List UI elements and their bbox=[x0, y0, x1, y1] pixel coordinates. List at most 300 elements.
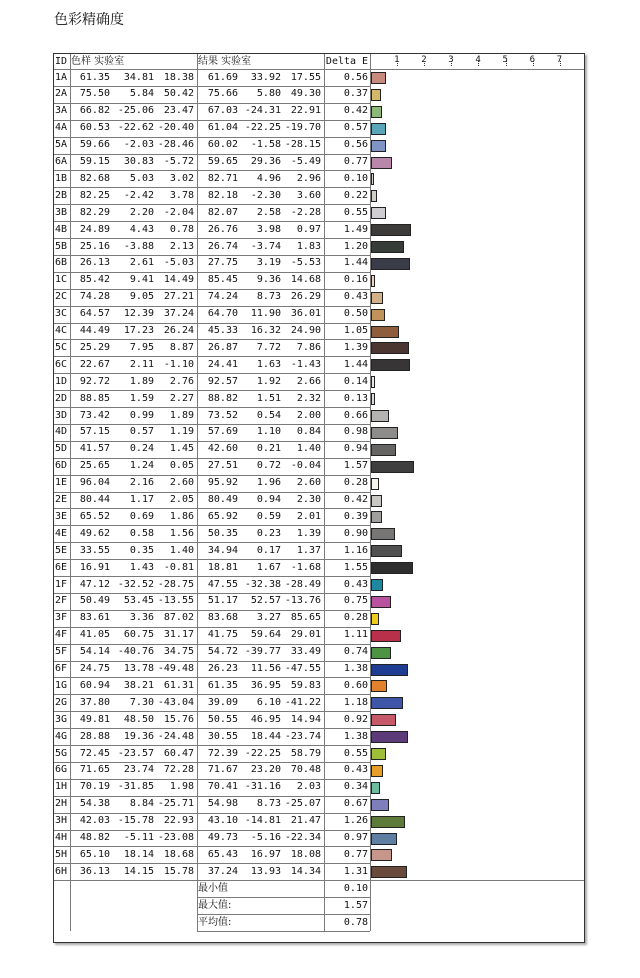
row-id: 4H bbox=[55, 832, 68, 843]
measured-lab-value: -2.28 bbox=[290, 206, 321, 218]
measured-lab-value: -14.81 bbox=[244, 815, 281, 827]
row-id: 4C bbox=[55, 325, 68, 336]
measured-lab-value: 1.92 bbox=[256, 375, 281, 387]
measured-lab-value: 39.09 bbox=[207, 696, 238, 708]
delta-e-value: 0.28 bbox=[343, 477, 368, 489]
measured-lab-value: -5.49 bbox=[290, 156, 321, 167]
axis-tick-label: 1 bbox=[394, 55, 400, 65]
reference-lab-value: 31.17 bbox=[163, 629, 194, 641]
measured-lab-value: 24.90 bbox=[290, 325, 321, 336]
measured-lab-value: 83.68 bbox=[207, 612, 238, 624]
reference-lab-value: 65.10 bbox=[79, 848, 110, 860]
row-id: 4G bbox=[55, 730, 68, 742]
measured-lab-value: 11.56 bbox=[250, 663, 281, 674]
reference-lab-value: 7.95 bbox=[129, 341, 154, 353]
reference-lab-value: 88.85 bbox=[79, 392, 110, 404]
measured-lab-value: 37.24 bbox=[207, 865, 238, 877]
measured-lab-value: 82.18 bbox=[207, 189, 238, 201]
measured-lab-value: 34.94 bbox=[207, 544, 238, 556]
delta-e-bar bbox=[371, 545, 402, 557]
delta-e-bar bbox=[371, 342, 409, 354]
row-id: 3C bbox=[55, 308, 68, 320]
measured-lab-value: 22.91 bbox=[290, 105, 321, 117]
row-id: 1A bbox=[55, 71, 68, 83]
delta-e-value: 0.28 bbox=[343, 612, 368, 624]
measured-lab-value: 59.83 bbox=[290, 679, 321, 691]
reference-lab-value: 49.81 bbox=[79, 713, 110, 725]
reference-lab-value: 47.12 bbox=[79, 578, 110, 590]
delta-e-value: 1.20 bbox=[343, 240, 368, 252]
measured-lab-value: 60.02 bbox=[207, 139, 238, 151]
reference-lab-value: 87.02 bbox=[163, 612, 194, 624]
row-id: 6F bbox=[55, 663, 68, 674]
delta-e-bar bbox=[371, 72, 386, 84]
reference-lab-value: 0.58 bbox=[129, 527, 154, 539]
measured-lab-value: 82.07 bbox=[207, 206, 238, 218]
reference-lab-value: 64.57 bbox=[79, 308, 110, 320]
measured-lab-value: 2.96 bbox=[296, 172, 321, 184]
reference-lab-value: -20.40 bbox=[157, 122, 194, 134]
delta-e-bar bbox=[371, 123, 386, 135]
measured-lab-value: 0.23 bbox=[256, 527, 281, 539]
header-id: ID bbox=[55, 56, 68, 67]
reference-lab-value: 38.21 bbox=[123, 679, 154, 691]
row-id: 5E bbox=[55, 544, 68, 556]
reference-lab-value: 0.35 bbox=[129, 544, 154, 556]
reference-lab-value: 0.69 bbox=[129, 510, 154, 522]
measured-lab-value: 0.17 bbox=[256, 544, 281, 556]
reference-lab-value: 7.30 bbox=[129, 696, 154, 708]
reference-lab-value: 4.43 bbox=[129, 223, 154, 235]
reference-lab-value: 37.80 bbox=[79, 696, 110, 708]
axis-baseline bbox=[370, 69, 584, 70]
measured-lab-value: -47.55 bbox=[284, 663, 321, 674]
measured-lab-value: 42.60 bbox=[207, 443, 238, 455]
measured-lab-value: 2.01 bbox=[296, 510, 321, 522]
delta-e-value: 0.42 bbox=[343, 494, 368, 505]
measured-lab-value: 3.98 bbox=[256, 223, 281, 235]
axis-tick-label: 4 bbox=[475, 55, 481, 65]
measured-lab-value: 33.92 bbox=[250, 71, 281, 83]
measured-lab-value: 0.84 bbox=[296, 426, 321, 438]
column-divider bbox=[197, 54, 198, 931]
reference-lab-value: 3.36 bbox=[129, 612, 154, 624]
reference-lab-value: 27.21 bbox=[163, 291, 194, 303]
reference-lab-value: 44.49 bbox=[79, 325, 110, 336]
reference-lab-value: 1.19 bbox=[169, 426, 194, 438]
measured-lab-value: 23.20 bbox=[250, 764, 281, 776]
row-id: 5G bbox=[55, 747, 68, 759]
measured-lab-value: 36.95 bbox=[250, 679, 281, 691]
row-id: 2D bbox=[55, 392, 68, 404]
reference-lab-value: 41.57 bbox=[79, 443, 110, 455]
measured-lab-value: 26.29 bbox=[290, 291, 321, 303]
delta-e-bar bbox=[371, 562, 413, 574]
measured-lab-value: -19.70 bbox=[284, 122, 321, 134]
measured-lab-value: 80.49 bbox=[207, 494, 238, 505]
reference-lab-value: 48.50 bbox=[123, 713, 154, 725]
row-id: 5A bbox=[55, 139, 68, 151]
measured-lab-value: 52.57 bbox=[250, 595, 281, 607]
delta-e-value: 0.56 bbox=[343, 139, 368, 151]
reference-lab-value: -15.78 bbox=[117, 815, 154, 827]
delta-e-bar bbox=[371, 782, 380, 794]
delta-e-value: 0.75 bbox=[343, 595, 368, 607]
reference-lab-value: 17.23 bbox=[123, 325, 154, 336]
delta-e-bar bbox=[371, 647, 391, 659]
reference-lab-value: 54.38 bbox=[79, 798, 110, 810]
delta-e-value: 0.50 bbox=[343, 308, 368, 320]
reference-lab-value: 72.45 bbox=[79, 747, 110, 759]
measured-lab-value: 61.35 bbox=[207, 679, 238, 691]
row-id: 6H bbox=[55, 865, 68, 877]
measured-lab-value: 1.10 bbox=[256, 426, 281, 438]
measured-lab-value: 2.58 bbox=[256, 206, 281, 218]
delta-e-value: 0.39 bbox=[343, 510, 368, 522]
measured-lab-value: 7.86 bbox=[296, 341, 321, 353]
reference-lab-value: 66.82 bbox=[79, 105, 110, 117]
measured-lab-value: 1.83 bbox=[296, 240, 321, 252]
delta-e-bar bbox=[371, 393, 375, 405]
row-id: 1B bbox=[55, 172, 68, 184]
reference-lab-value: -0.81 bbox=[163, 561, 194, 573]
delta-e-value: 0.42 bbox=[343, 105, 368, 117]
delta-e-bar bbox=[371, 511, 382, 523]
measured-lab-value: 2.03 bbox=[296, 781, 321, 793]
row-id: 3F bbox=[55, 612, 68, 624]
measured-lab-value: -22.25 bbox=[244, 747, 281, 759]
delta-e-value: 0.97 bbox=[343, 832, 368, 843]
measured-lab-value: 73.52 bbox=[207, 409, 238, 421]
reference-lab-value: 26.24 bbox=[163, 325, 194, 336]
axis-tick-mark bbox=[560, 61, 561, 66]
measured-lab-value: 13.93 bbox=[250, 865, 281, 877]
measured-lab-value: 26.87 bbox=[207, 341, 238, 353]
reference-lab-value: -5.11 bbox=[123, 832, 154, 843]
reference-lab-value: -40.76 bbox=[117, 646, 154, 658]
reference-lab-value: 2.60 bbox=[169, 477, 194, 489]
delta-e-value: 1.26 bbox=[343, 815, 368, 827]
reference-lab-value: 1.56 bbox=[169, 527, 194, 539]
reference-lab-value: 60.53 bbox=[79, 122, 110, 134]
reference-lab-value: 75.50 bbox=[79, 88, 110, 100]
delta-e-value: 0.43 bbox=[343, 291, 368, 303]
delta-e-bar bbox=[371, 444, 396, 456]
reference-lab-value: 80.44 bbox=[79, 494, 110, 505]
measured-lab-value: 74.24 bbox=[207, 291, 238, 303]
delta-e-value: 0.98 bbox=[343, 426, 368, 438]
reference-lab-value: -22.62 bbox=[117, 122, 154, 134]
reference-lab-value: 23.47 bbox=[163, 105, 194, 117]
reference-lab-value: 0.78 bbox=[169, 223, 194, 235]
column-divider bbox=[370, 54, 371, 931]
reference-lab-value: -2.42 bbox=[123, 189, 154, 201]
reference-lab-value: 5.03 bbox=[129, 172, 154, 184]
delta-e-bar bbox=[371, 207, 386, 219]
delta-e-bar bbox=[371, 866, 407, 878]
reference-lab-value: 14.49 bbox=[163, 274, 194, 286]
reference-lab-value: -24.48 bbox=[157, 730, 194, 742]
row-id: 4E bbox=[55, 527, 68, 539]
delta-e-bar bbox=[371, 816, 405, 828]
reference-lab-value: 70.19 bbox=[79, 781, 110, 793]
reference-lab-value: 25.16 bbox=[79, 240, 110, 252]
summary-divider bbox=[197, 931, 370, 932]
measured-lab-value: 1.40 bbox=[296, 443, 321, 455]
measured-lab-value: 18.08 bbox=[290, 848, 321, 860]
delta-e-value: 0.10 bbox=[343, 172, 368, 184]
axis-tick-mark bbox=[451, 61, 452, 66]
reference-lab-value: 50.42 bbox=[163, 88, 194, 100]
axis-tick-mark bbox=[424, 61, 425, 66]
reference-lab-value: -28.46 bbox=[157, 139, 194, 151]
delta-e-bar bbox=[371, 495, 382, 507]
delta-e-bar bbox=[371, 461, 414, 473]
measured-lab-value: 54.98 bbox=[207, 798, 238, 810]
row-id: 4D bbox=[55, 426, 68, 438]
reference-lab-value: 1.89 bbox=[169, 409, 194, 421]
measured-lab-value: 57.69 bbox=[207, 426, 238, 438]
row-id: 2F bbox=[55, 595, 68, 607]
measured-lab-value: -28.49 bbox=[284, 578, 321, 590]
row-id: 5C bbox=[55, 341, 68, 353]
measured-lab-value: 64.70 bbox=[207, 308, 238, 320]
reference-lab-value: 18.38 bbox=[163, 71, 194, 83]
row-id: 2G bbox=[55, 696, 68, 708]
reference-lab-value: 59.66 bbox=[79, 139, 110, 151]
measured-lab-value: 59.65 bbox=[207, 156, 238, 167]
measured-lab-value: 65.43 bbox=[207, 848, 238, 860]
row-id: 1E bbox=[55, 477, 68, 489]
measured-lab-value: 11.90 bbox=[250, 308, 281, 320]
measured-lab-value: 2.60 bbox=[296, 477, 321, 489]
reference-lab-value: 22.67 bbox=[79, 358, 110, 370]
reference-lab-value: -31.85 bbox=[117, 781, 154, 793]
row-id: 3H bbox=[55, 815, 68, 827]
measured-lab-value: 1.63 bbox=[256, 358, 281, 370]
reference-lab-value: 26.13 bbox=[79, 257, 110, 269]
row-id: 2B bbox=[55, 189, 68, 201]
delta-e-bar bbox=[371, 359, 410, 371]
measured-lab-value: 88.82 bbox=[207, 392, 238, 404]
delta-e-bar bbox=[371, 140, 386, 152]
reference-lab-value: 71.65 bbox=[79, 764, 110, 776]
delta-e-value: 0.55 bbox=[343, 206, 368, 218]
reference-lab-value: -13.55 bbox=[157, 595, 194, 607]
measured-lab-value: 41.75 bbox=[207, 629, 238, 641]
reference-lab-value: -23.57 bbox=[117, 747, 154, 759]
summary-value: 0.10 bbox=[343, 882, 368, 894]
measured-lab-value: -24.31 bbox=[244, 105, 281, 117]
reference-lab-value: -28.75 bbox=[157, 578, 194, 590]
measured-lab-value: 0.94 bbox=[256, 494, 281, 505]
reference-lab-value: -5.72 bbox=[163, 156, 194, 167]
reference-lab-value: 85.42 bbox=[79, 274, 110, 286]
measured-lab-value: 61.69 bbox=[207, 71, 238, 83]
row-id: 4A bbox=[55, 122, 68, 134]
reference-lab-value: 34.81 bbox=[123, 71, 154, 83]
delta-e-value: 0.37 bbox=[343, 88, 368, 100]
measured-lab-value: 16.32 bbox=[250, 325, 281, 336]
measured-lab-value: 9.36 bbox=[256, 274, 281, 286]
axis-tick-mark bbox=[478, 61, 479, 66]
delta-e-bar bbox=[371, 799, 389, 811]
measured-lab-value: 45.33 bbox=[207, 325, 238, 336]
summary-label: 最大值: bbox=[198, 899, 232, 911]
delta-e-value: 0.77 bbox=[343, 156, 368, 167]
measured-lab-value: 85.45 bbox=[207, 274, 238, 286]
measured-lab-value: 26.74 bbox=[207, 240, 238, 252]
delta-e-value: 0.43 bbox=[343, 764, 368, 776]
measured-lab-value: 26.23 bbox=[207, 663, 238, 674]
delta-e-bar bbox=[371, 596, 391, 608]
measured-lab-value: 58.79 bbox=[290, 747, 321, 759]
delta-e-bar bbox=[371, 224, 411, 236]
row-id: 4F bbox=[55, 629, 68, 641]
measured-lab-value: 1.37 bbox=[296, 544, 321, 556]
row-id: 2A bbox=[55, 88, 68, 100]
row-id: 1C bbox=[55, 274, 68, 286]
delta-e-value: 1.44 bbox=[343, 358, 368, 370]
row-id: 3A bbox=[55, 105, 68, 117]
measured-lab-value: 26.76 bbox=[207, 223, 238, 235]
measured-lab-value: 0.59 bbox=[256, 510, 281, 522]
reference-lab-value: 23.74 bbox=[123, 764, 154, 776]
measured-lab-value: 70.41 bbox=[207, 781, 238, 793]
delta-e-bar bbox=[371, 190, 377, 202]
measured-lab-value: 51.17 bbox=[207, 595, 238, 607]
reference-lab-value: 1.17 bbox=[129, 494, 154, 505]
reference-lab-value: -25.06 bbox=[117, 105, 154, 117]
measured-lab-value: 0.72 bbox=[256, 460, 281, 472]
row-id: 6E bbox=[55, 561, 68, 573]
delta-e-value: 0.94 bbox=[343, 443, 368, 455]
reference-lab-value: 34.75 bbox=[163, 646, 194, 658]
axis-tick-label: 5 bbox=[502, 55, 508, 65]
measured-lab-value: 54.72 bbox=[207, 646, 238, 658]
axis-tick-label: 3 bbox=[448, 55, 454, 65]
reference-lab-value: 57.15 bbox=[79, 426, 110, 438]
reference-lab-value: 1.89 bbox=[129, 375, 154, 387]
row-id: 2H bbox=[55, 798, 68, 810]
reference-lab-value: 1.43 bbox=[129, 561, 154, 573]
measured-lab-value: -0.04 bbox=[290, 460, 321, 472]
measured-lab-value: 71.67 bbox=[207, 764, 238, 776]
header-delta-e: Delta E bbox=[325, 56, 369, 67]
measured-lab-value: -3.74 bbox=[250, 240, 281, 252]
reference-lab-value: 96.04 bbox=[79, 477, 110, 489]
delta-e-value: 0.74 bbox=[343, 646, 368, 658]
reference-lab-value: 53.45 bbox=[123, 595, 154, 607]
delta-e-value: 0.57 bbox=[343, 122, 368, 134]
axis-tick-label: 6 bbox=[529, 55, 536, 65]
measured-lab-value: -2.30 bbox=[250, 189, 281, 201]
row-id: 3G bbox=[55, 713, 68, 725]
reference-lab-value: 30.83 bbox=[123, 156, 154, 167]
chart-bottom-line bbox=[370, 880, 584, 881]
delta-e-bar bbox=[371, 748, 386, 760]
reference-lab-value: 2.16 bbox=[129, 477, 154, 489]
measured-lab-value: 2.00 bbox=[296, 409, 321, 421]
reference-lab-value: 74.28 bbox=[79, 291, 110, 303]
measured-lab-value: 21.47 bbox=[290, 815, 321, 827]
measured-lab-value: 1.39 bbox=[296, 527, 321, 539]
measured-lab-value: 17.55 bbox=[290, 71, 321, 83]
reference-lab-value: -2.03 bbox=[123, 139, 154, 151]
reference-lab-value: 1.86 bbox=[169, 510, 194, 522]
measured-lab-value: 0.97 bbox=[296, 223, 321, 235]
measured-lab-value: 33.49 bbox=[290, 646, 321, 658]
delta-e-value: 0.92 bbox=[343, 713, 368, 725]
measured-lab-value: 18.44 bbox=[250, 730, 281, 742]
reference-lab-value: 1.24 bbox=[129, 460, 154, 472]
measured-lab-value: 14.68 bbox=[290, 274, 321, 286]
row-id: 5H bbox=[55, 848, 68, 860]
measured-lab-value: 2.30 bbox=[296, 494, 321, 505]
measured-lab-value: -22.25 bbox=[244, 122, 281, 134]
delta-e-value: 1.31 bbox=[343, 865, 368, 877]
row-id: 6B bbox=[55, 257, 68, 269]
reference-lab-value: 73.42 bbox=[79, 409, 110, 421]
measured-lab-value: 30.55 bbox=[207, 730, 238, 742]
measured-lab-value: 0.54 bbox=[256, 409, 281, 421]
measured-lab-value: 14.94 bbox=[290, 713, 321, 725]
measured-lab-value: -31.16 bbox=[244, 781, 281, 793]
measured-lab-value: 1.96 bbox=[256, 477, 281, 489]
row-id: 1H bbox=[55, 781, 68, 793]
measured-lab-value: -41.22 bbox=[284, 696, 321, 708]
delta-e-value: 0.67 bbox=[343, 798, 368, 810]
reference-lab-value: 3.78 bbox=[169, 189, 194, 201]
reference-lab-value: 15.78 bbox=[163, 865, 194, 877]
axis-tick-label: 2 bbox=[421, 55, 427, 65]
delta-e-value: 1.44 bbox=[343, 257, 368, 269]
measured-lab-value: 7.72 bbox=[256, 341, 281, 353]
measured-lab-value: -1.68 bbox=[290, 561, 321, 573]
delta-e-bar bbox=[371, 849, 392, 861]
reference-lab-value: 83.61 bbox=[79, 612, 110, 624]
delta-e-bar bbox=[371, 292, 383, 304]
reference-lab-value: -49.48 bbox=[157, 663, 194, 674]
reference-lab-value: 72.28 bbox=[163, 764, 194, 776]
reference-lab-value: 3.02 bbox=[169, 172, 194, 184]
reference-lab-value: -43.04 bbox=[157, 696, 194, 708]
header-measured: 结果 实验室 bbox=[198, 56, 252, 67]
reference-lab-value: 60.75 bbox=[123, 629, 154, 641]
measured-lab-value: -39.77 bbox=[244, 646, 281, 658]
reference-lab-value: 61.31 bbox=[163, 679, 194, 691]
row-id: 3B bbox=[55, 206, 68, 218]
reference-lab-value: 24.89 bbox=[79, 223, 110, 235]
row-id: 3E bbox=[55, 510, 68, 522]
reference-lab-value: 92.72 bbox=[79, 375, 110, 387]
measured-lab-value: 49.30 bbox=[290, 88, 321, 100]
measured-lab-value: -23.74 bbox=[284, 730, 321, 742]
reference-lab-value: 1.45 bbox=[169, 443, 194, 455]
reference-lab-value: 1.40 bbox=[169, 544, 194, 556]
measured-lab-value: 0.21 bbox=[256, 443, 281, 455]
measured-lab-value: 92.57 bbox=[207, 375, 238, 387]
reference-lab-value: 33.55 bbox=[79, 544, 110, 556]
delta-e-value: 0.43 bbox=[343, 578, 368, 590]
measured-lab-value: 75.66 bbox=[207, 88, 238, 100]
reference-lab-value: -23.08 bbox=[157, 832, 194, 843]
reference-lab-value: 65.52 bbox=[79, 510, 110, 522]
reference-lab-value: 0.05 bbox=[169, 460, 194, 472]
delta-e-bar bbox=[371, 427, 398, 439]
measured-lab-value: 18.81 bbox=[207, 561, 238, 573]
measured-lab-value: 29.36 bbox=[250, 156, 281, 167]
